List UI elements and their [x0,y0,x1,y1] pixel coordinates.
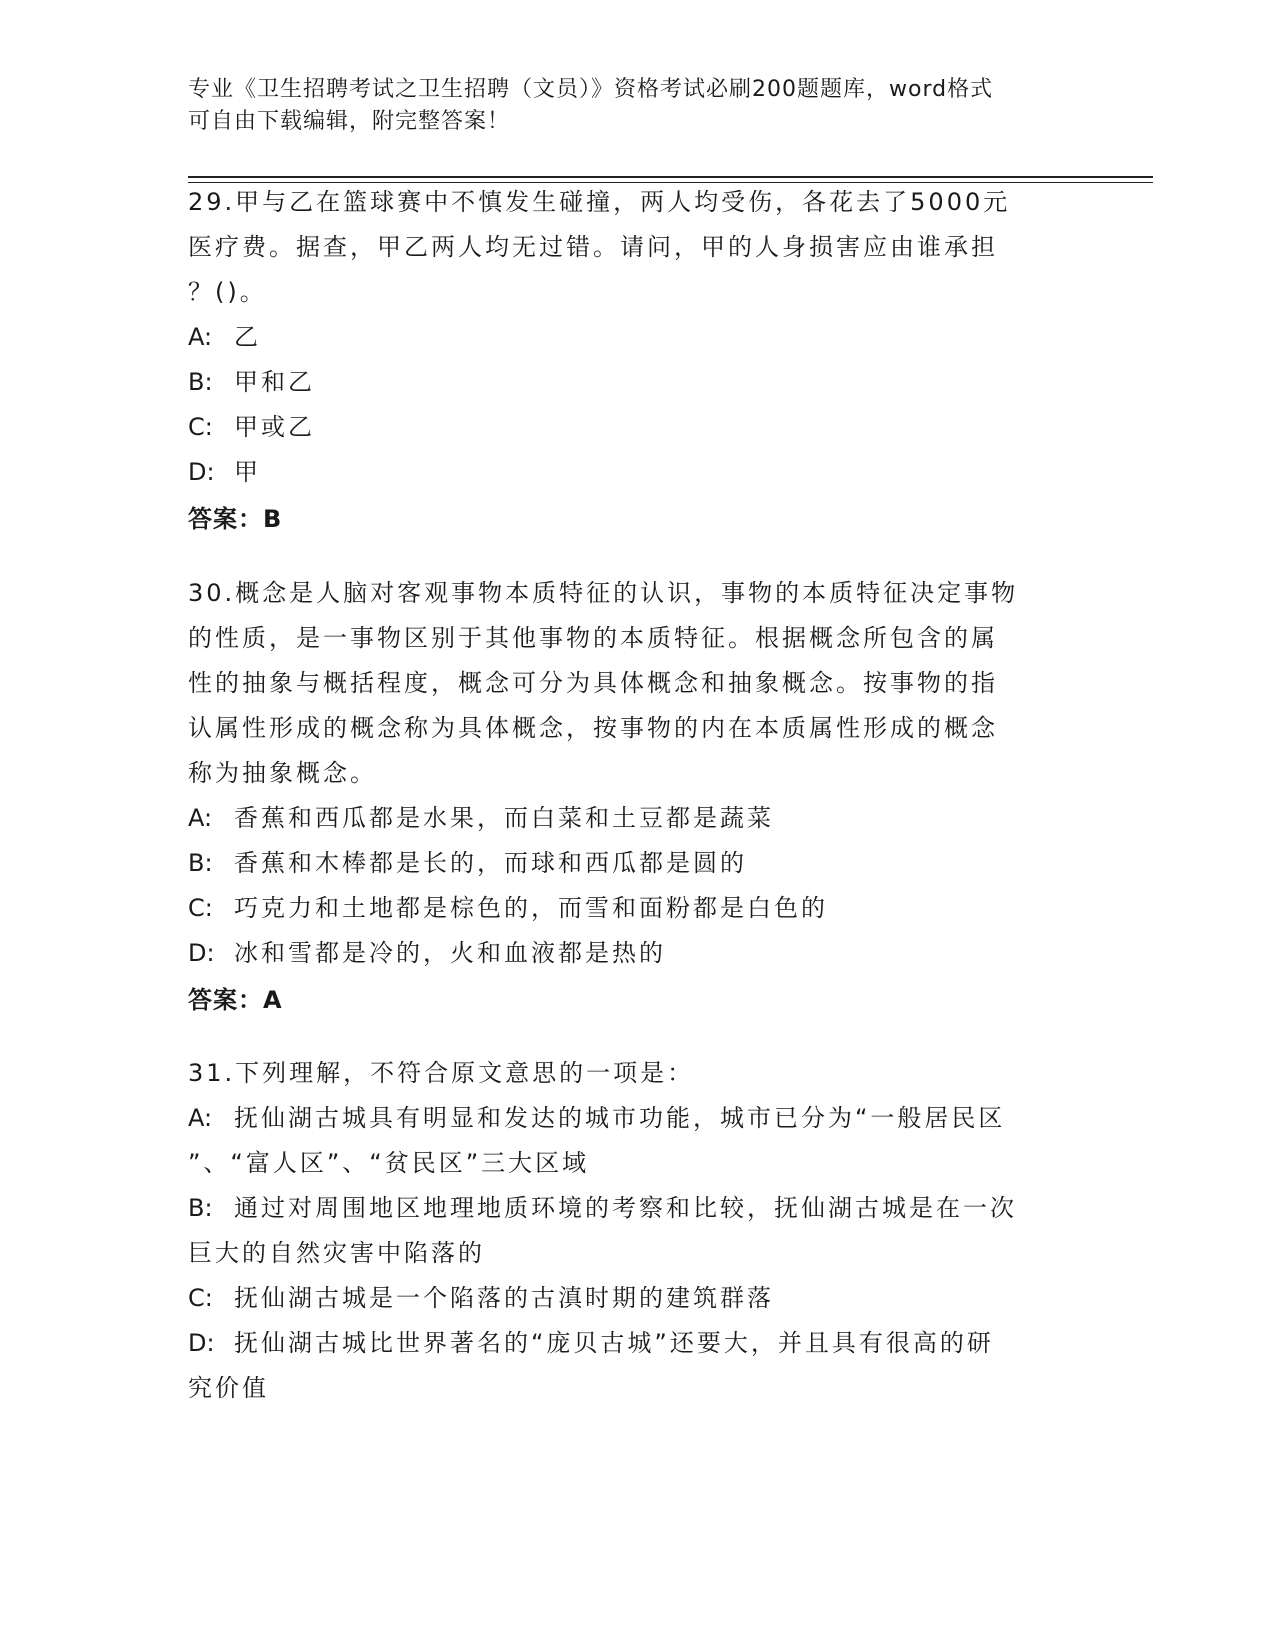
option-c [188,405,1078,450]
option-c [188,886,1078,931]
option-text: 通过对周围地区地理地质环境的考察和比较，抚仙湖古城是在一次 [234,1194,1017,1222]
question-stem-line: ？()。 [188,278,267,306]
option-text: 巧克力和土地都是棕色的，而雪和面粉都是白色的 [234,894,828,922]
option-label: C: [188,413,213,441]
option-label: D: [188,939,215,967]
question-30 [188,571,1078,1023]
option-text: 抚仙湖古城是一个陷落的古滇时期的建筑群落 [234,1284,774,1312]
question-stem-line: 性的抽象与概括程度，概念可分为具体概念和抽象概念。按事物的指 [188,669,998,697]
option-b [188,1186,1078,1231]
option-label: A: [188,1104,213,1132]
option-d [188,1321,1078,1366]
option-text: 香蕉和西瓜都是水果，而白菜和土豆都是蔬菜 [234,804,774,832]
option-text: 抚仙湖古城比世界著名的“庞贝古城”还要大，并且具有很高的研 [234,1329,994,1357]
option-text: 甲和乙 [234,368,315,396]
option-a [188,1096,1078,1141]
question-stem-line: 的性质，是一事物区别于其他事物的本质特征。根据概念所包含的属 [188,624,998,652]
header-line-2: 可自由下载编辑，附完整答案！ [188,109,511,134]
option-label: A: [188,804,213,832]
option-a [188,315,1078,360]
question-29 [188,180,1078,542]
option-label: A: [188,323,213,351]
option-d [188,450,1078,495]
option-label: C: [188,894,213,922]
question-stem-line: 31.下列理解，不符合原文意思的一项是： [188,1059,695,1087]
answer: 答案：A [188,986,283,1014]
header-line-1: 专业《卫生招聘考试之卫生招聘（文员）》资格考试必刷200题题库，word格式 [188,77,994,102]
option-b [188,360,1078,405]
question-stem-line: 30.概念是人脑对客观事物本质特征的认识，事物的本质特征决定事物 [188,579,1019,607]
option-label: B: [188,368,213,396]
option-d-continued: 究价值 [188,1374,269,1402]
option-b-continued: 巨大的自然灾害中陷落的 [188,1239,485,1267]
option-label: B: [188,849,213,877]
option-text: 香蕉和木棒都是长的，而球和西瓜都是圆的 [234,849,747,877]
option-label: D: [188,458,215,486]
option-text: 甲或乙 [234,413,315,441]
option-text: 乙 [234,323,261,351]
header-divider-thick [188,176,1153,178]
option-label: D: [188,1329,215,1357]
option-c [188,1276,1078,1321]
option-text: 冰和雪都是冷的，火和血液都是热的 [234,939,666,967]
option-text: 甲 [234,458,261,486]
option-a-continued: ”、“富人区”、“贫民区”三大区域 [188,1149,590,1177]
question-stem-line: 认属性形成的概念称为具体概念，按事物的内在本质属性形成的概念 [188,714,998,742]
option-label: B: [188,1194,213,1222]
option-d [188,931,1078,976]
option-label: C: [188,1284,213,1312]
question-31 [188,1051,1078,1411]
option-a [188,796,1078,841]
question-stem-line: 称为抽象概念。 [188,759,377,787]
answer: 答案：B [188,505,283,533]
option-text: 抚仙湖古城具有明显和发达的城市功能，城市已分为“一般居民区 [234,1104,1006,1132]
document-header [188,74,1078,138]
question-stem-line: 医疗费。据查，甲乙两人均无过错。请问，甲的人身损害应由谁承担 [188,233,998,261]
question-stem-line: 29.甲与乙在篮球赛中不慎发生碰撞，两人均受伤，各花去了5000元 [188,188,1011,216]
option-b [188,841,1078,886]
